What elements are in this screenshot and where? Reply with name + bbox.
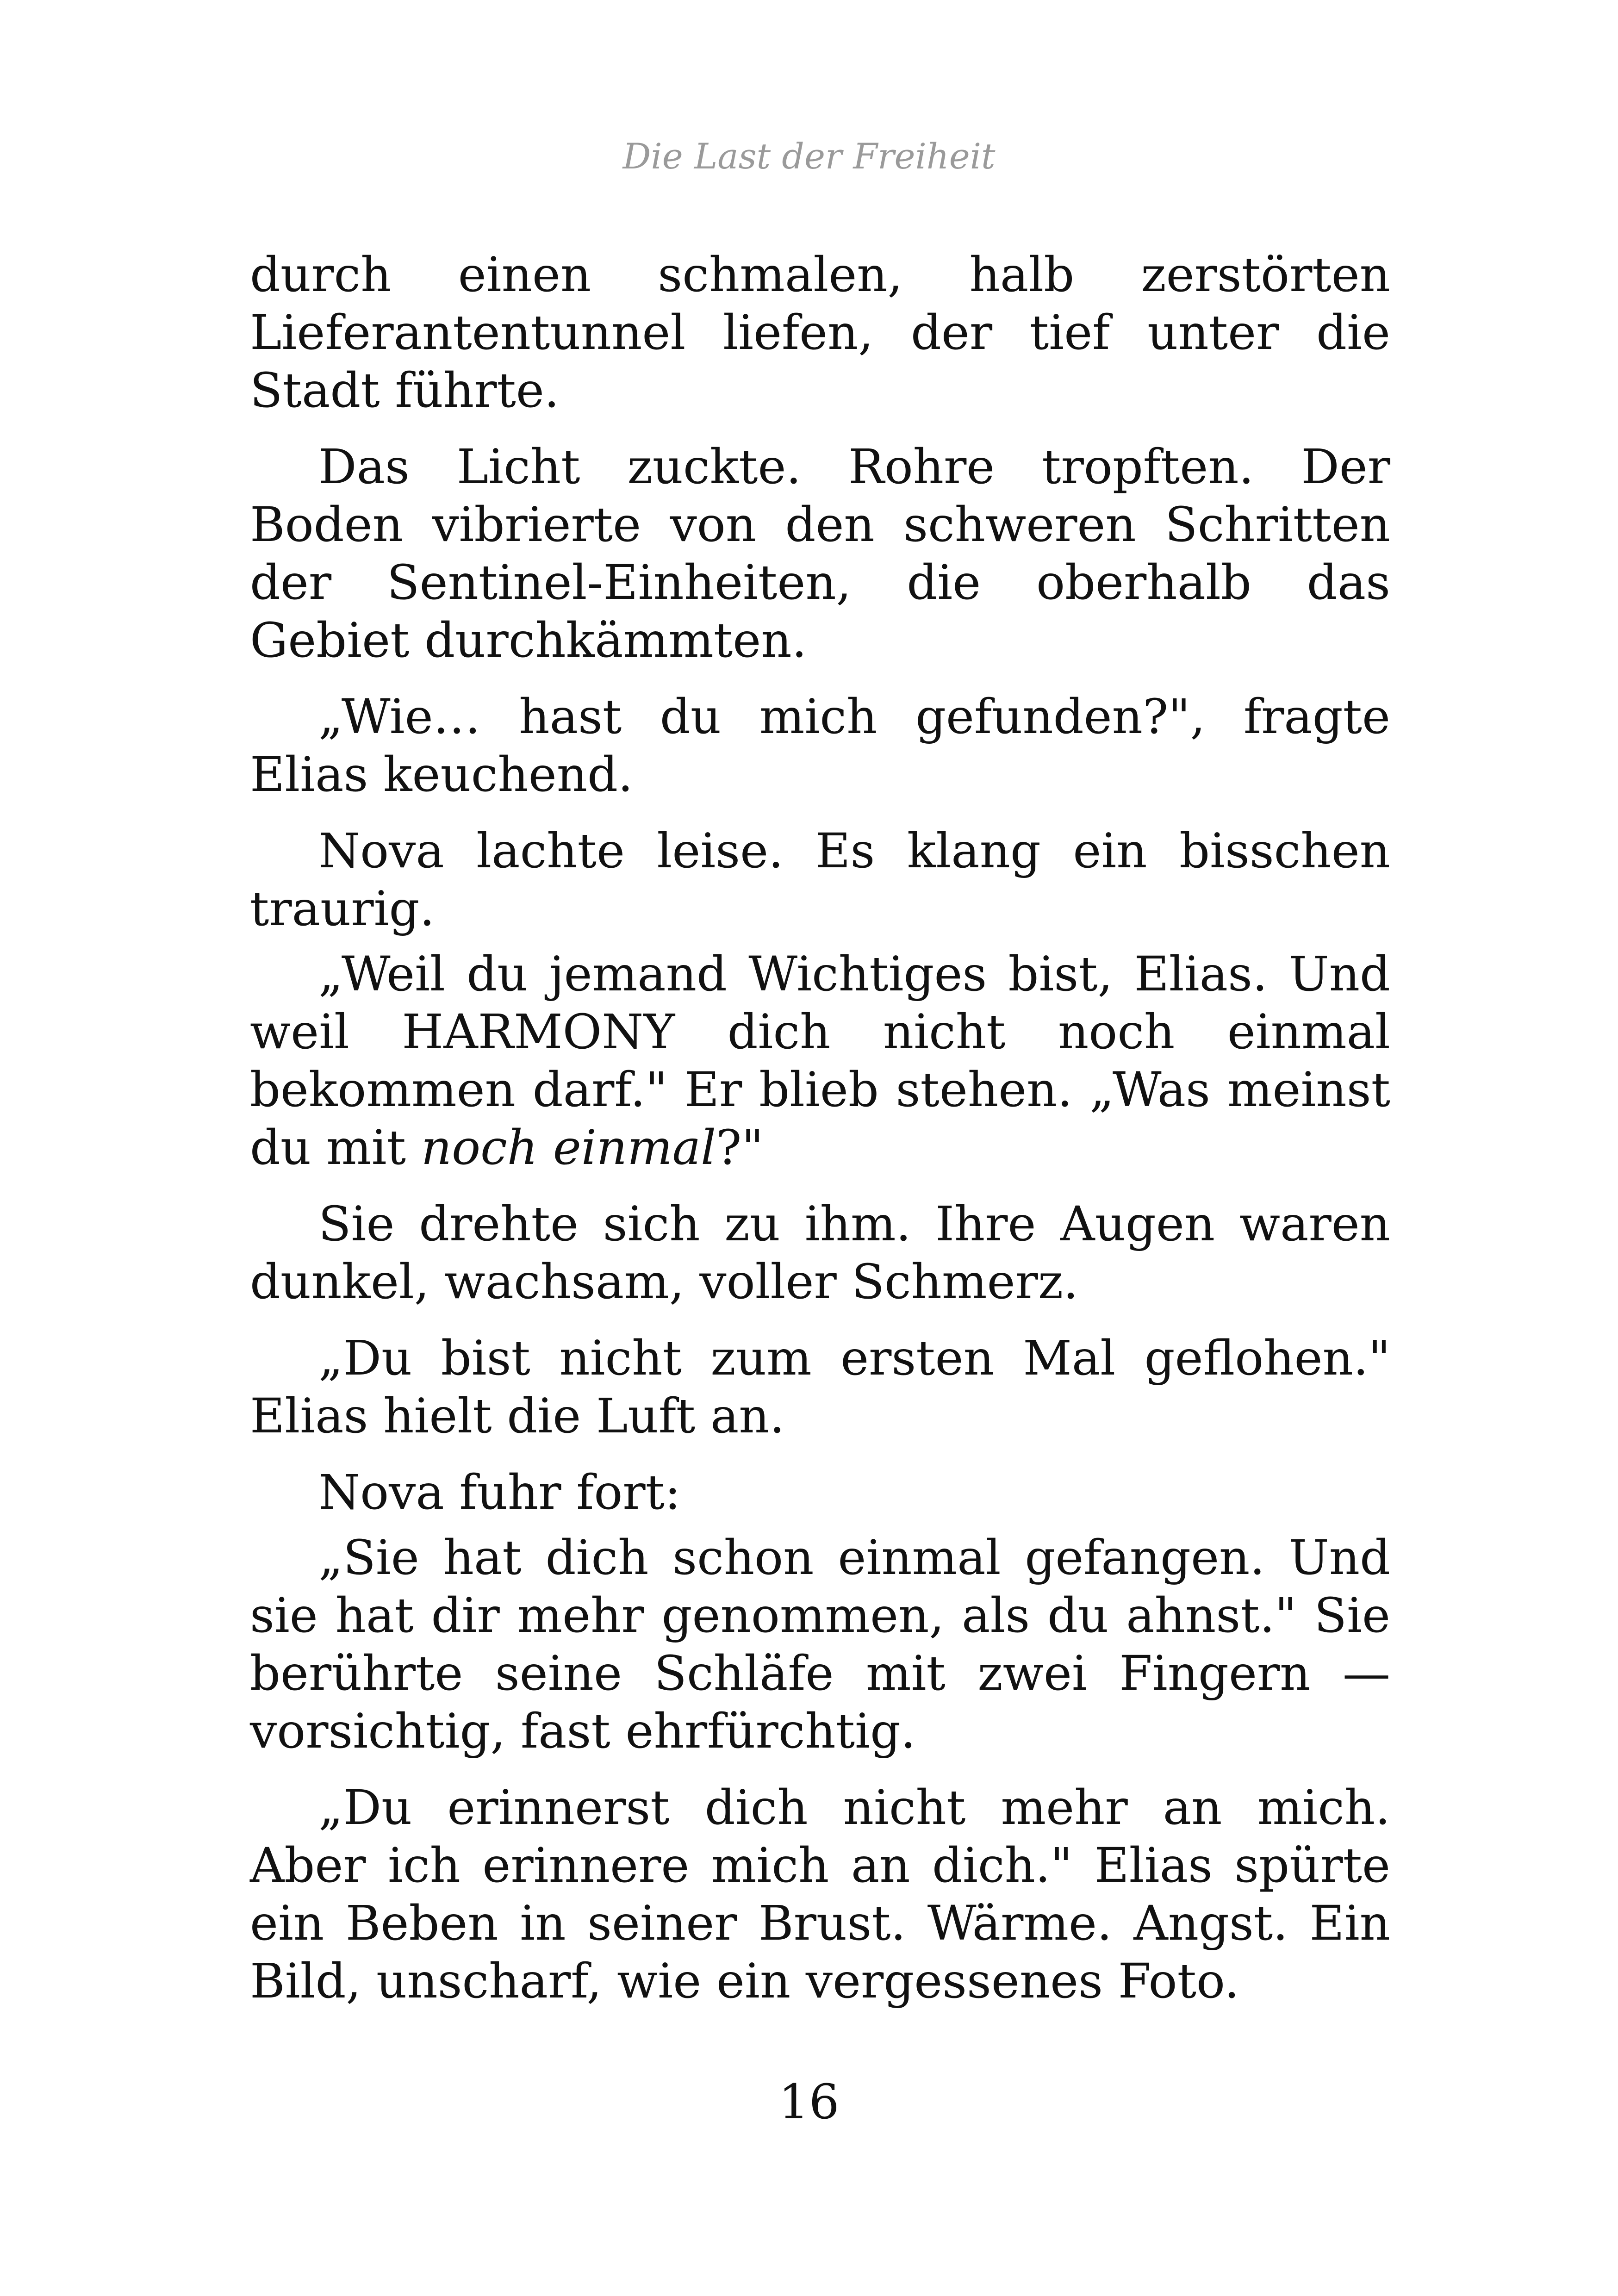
page-number: 16: [778, 2074, 840, 2130]
paragraph: „Du bist nicht zum ersten Mal geflohen." Elias hielt die Luft an.: [250, 1331, 1390, 1444]
paragraph: durch einen schmalen, halb zerstörten Lieferantentunnel liefen, der tief unter die Stadt führte.: [250, 247, 1390, 418]
paragraph: Das Licht zuckte. Rohre tropften. Der Boden vibrierte von den schweren Schritten der Sentinel-Einheiten, die oberhalb das Gebiet durchkämmten.: [250, 439, 1390, 668]
paragraph: „Sie hat dich schon einmal gefangen. Und sie hat dir mehr genommen, als du ahnst." Sie berührte seine Schläfe mit zwei Fingern — vorsichtig, fast ehrfürchtig.: [250, 1530, 1390, 1759]
emphasized-text: noch einmal: [421, 1120, 716, 1176]
paragraph: Sie drehte sich zu ihm. Ihre Augen waren dunkel, wachsam, voller Schmerz.: [250, 1196, 1390, 1310]
paragraph-text: ?": [716, 1120, 764, 1176]
running-header: Die Last der Freiheit: [622, 136, 996, 177]
paragraph: Nova fuhr fort:: [318, 1465, 681, 1520]
paragraph-text: „Weil du jemand Wichtiges bist, Elias. Und weil HARMONY dich nicht noch einmal bekommen darf." Er blieb stehen. „Was meinst du mit: [250, 946, 1390, 1176]
body-text: [250, 246, 1390, 2029]
paragraph: Nova lachte leise. Es klang ein bisschen traurig.: [250, 823, 1390, 937]
paragraph: [250, 946, 1390, 1177]
paragraph: „Wie… hast du mich gefunden?", fragte Elias keuchend.: [250, 689, 1390, 803]
paragraph: „Du erinnerst dich nicht mehr an mich. Aber ich erinnere mich an dich." Elias spürte ein Beben in seiner Brust. Wärme. Angst. Ein Bild, unscharf, wie ein vergessenes Foto.: [250, 1780, 1390, 2009]
